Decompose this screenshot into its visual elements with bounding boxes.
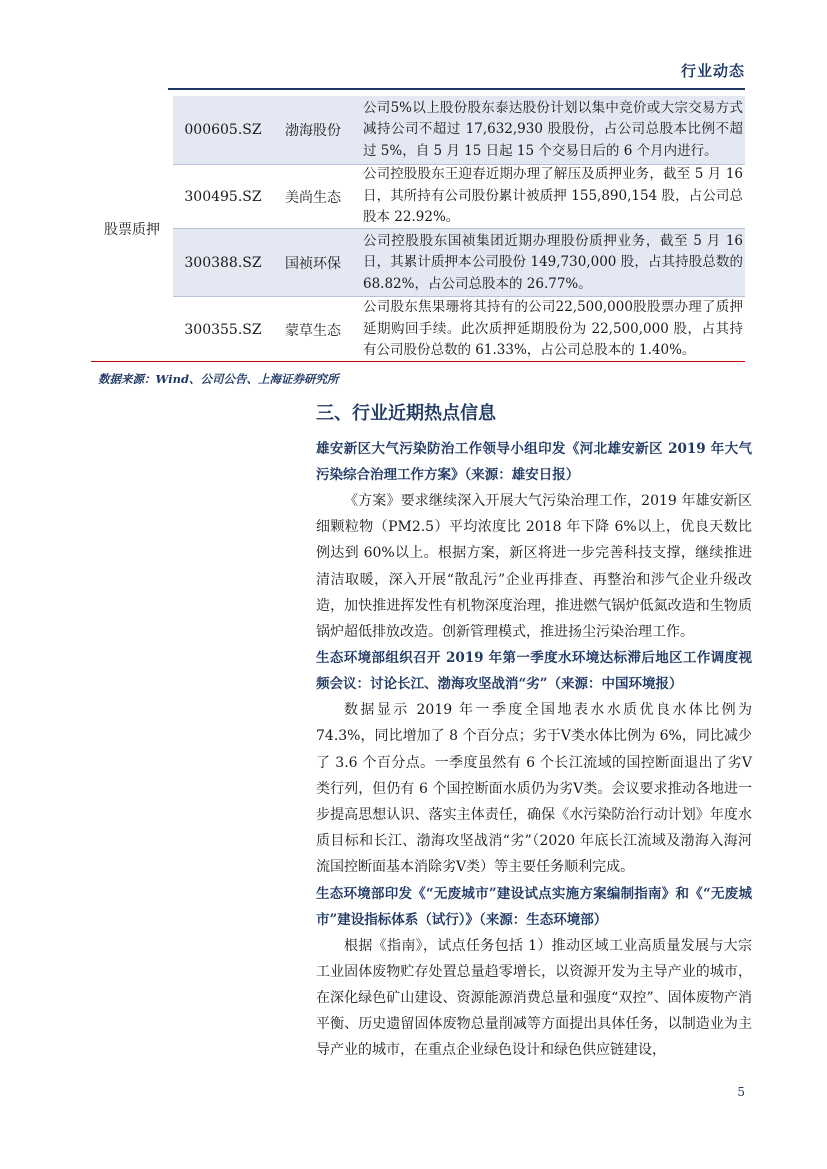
table-row [173, 96, 745, 164]
news-title: 生态环境部组织召开 2019 年第一季度水环境达标滞后地区工作调度视频会议：讨论长江、渤海攻坚战消“劣”（来源：中国环境报） [316, 650, 752, 693]
table-row [173, 228, 745, 297]
news-body: 根据《指南》，试点任务包括 1）推动区域工业高质量发展与大宗工业固体废物贮存处置总量趋零增长，以资源开发为主导产业的城市，在深化绿色矿山建设、资源能源消费总量和强度“双控”、固体废物产消平衡、历史遗留固体废物总量削减等方面提出具体任务，以制造业为主导产业的城市，在重点企业绿色设计和绿色供应链建设， [316, 937, 752, 1059]
table-row [173, 296, 745, 362]
event-description: 公司股东焦果珊将其持有的公司22,500,000股股票办理了质押延期购回手续。此次质押延期股份为 22,500,000 股，占其持有公司股份总数的 61.33%，占公司总股本的 1.40%。 [363, 299, 743, 359]
data-source-note: 数据来源：Wind、公司公告、上海证券研究所 [98, 372, 339, 386]
header-title: 行业动态 [680, 62, 745, 80]
stock-name: 美尚生态 [285, 189, 341, 206]
page-number: 5 [737, 1085, 745, 1099]
news-title: 雄安新区大气污染防治工作领导小组印发《河北雄安新区 2019 年大气污染综合治理工作方案》（来源：雄安日报） [316, 441, 752, 483]
event-description: 公司5%以上股份股东泰达股份计划以集中竞价或大宗交易方式减持公司不超过 17,632,930 股股份，占公司总股本比例不超过 5%，自 5 月 15 日起 15 个交易日后的 6 个月内进行。 [363, 99, 743, 159]
event-description: 公司控股股东国祯集团近期办理股份质押业务，截至 5 月 16 日，其累计质押本公司股份 149,730,000 股，占其持股总数的 68.82%，占公司总股本的 26.77%。 [363, 232, 743, 292]
stock-pledge-table [91, 96, 745, 362]
table-category-cell: 股票质押 [104, 221, 160, 238]
stock-name: 渤海股份 [285, 123, 341, 139]
news-column [316, 436, 752, 1064]
event-description: 公司控股股东王迎春近期办理了解压及质押业务，截至 5 月 16 日，其所持有公司股份累计被质押 155,890,154 股，占公司总股本 22.92%。 [363, 166, 743, 226]
stock-code: 300388.SZ [184, 255, 262, 271]
table-row [173, 164, 745, 228]
stock-code: 300495.SZ [184, 188, 262, 205]
stock-code: 300355.SZ [184, 321, 262, 338]
news-title: 生态环境部印发《“无废城市”建设试点实施方案编制指南》和《“无废城市”建设指标体系（试行）》（来源：生态环境部） [316, 885, 752, 928]
stock-name: 国祯环保 [285, 256, 341, 272]
news-body: 《方案》要求继续深入开展大气污染治理工作，2019 年雄安新区细颗粒物（PM2.5）平均浓度比 2018 年下降 6%以上，优良天数比例达到 60%以上。根据方案，新区将进一步完善科技支撑，继续推进清洁取暖，深入开展“散乱污”企业再排查、再整治和涉气企业升级改造，加快推进挥发性有机物深度治理，推进燃气锅炉低氮改造和生物质锅炉超低排放改造。创新管理模式，推进扬尘污染治理工作。 [316, 493, 752, 641]
news-body: 数据显示 2019 年一季度全国地表水水质优良水体比例为 74.3%，同比增加了 8 个百分点；劣于Ⅴ类水体比例为 6%，同比减少了 3.6 个百分点。一季度虽然有 6 个长江流域的国控断面退出了劣Ⅴ类行列，但仍有 6 个国控断面水质仍为劣Ⅴ类。会议要求推动各地进一步提高思想认识、落实主体责任，确保《水污染防治行动计划》年度水质目标和长江、渤海攻坚战消“劣”（2020 年底长江流域及渤海入海河流国控断面基本消除劣Ⅴ类）等主要任务顺利完成。 [316, 702, 752, 876]
stock-name: 蒙草生态 [285, 322, 341, 339]
header-divider [168, 88, 745, 90]
section-heading: 三、行业近期热点信息 [316, 403, 496, 424]
stock-code: 000605.SZ [184, 122, 262, 138]
